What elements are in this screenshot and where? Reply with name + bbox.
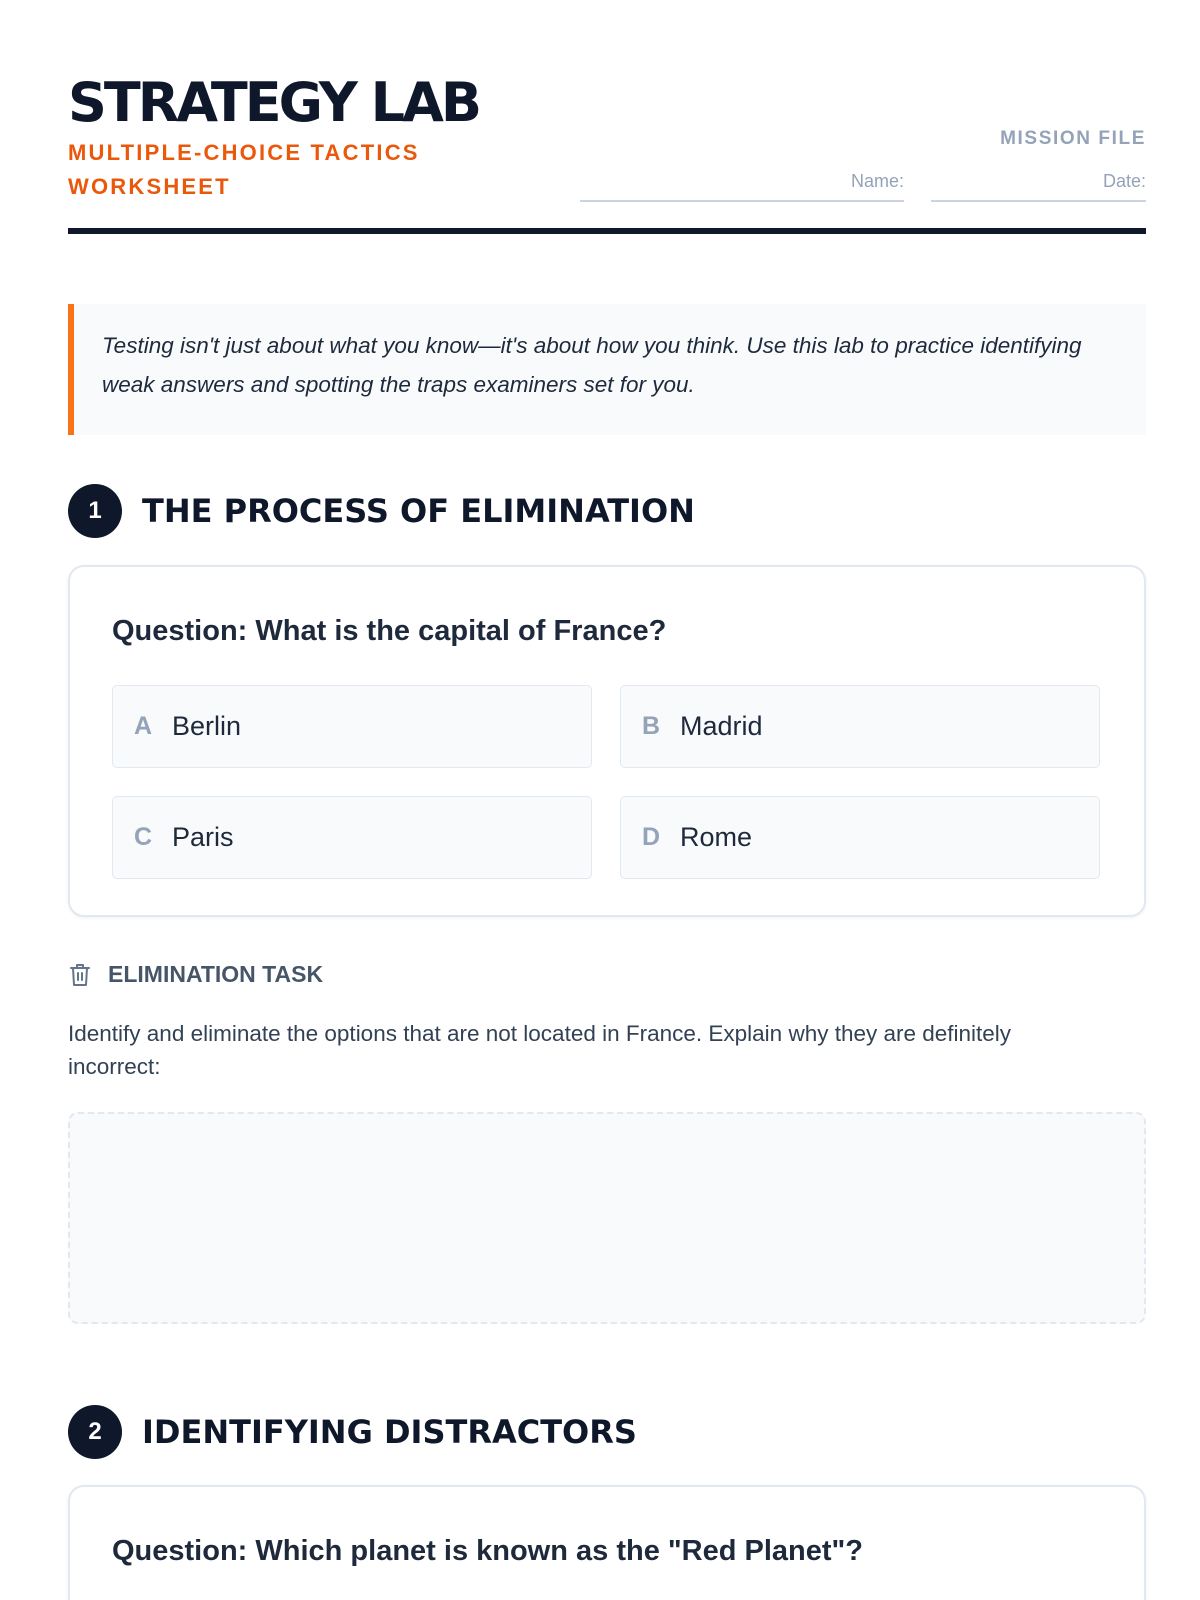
intro-callout bbox=[68, 304, 1146, 435]
option-letter: A bbox=[134, 712, 153, 740]
question-card-1 bbox=[68, 565, 1146, 917]
name-field-label: Name: bbox=[850, 171, 904, 191]
option-a[interactable] bbox=[112, 685, 592, 768]
question-text: Question: What is the capital of France? bbox=[112, 615, 667, 647]
intro-text: Testing isn't just about what you know—it's about how you think. Use this lab to practice identifying weak answers and spotting the traps examiners set for you. bbox=[102, 333, 1082, 397]
section-heading-1 bbox=[68, 484, 1146, 538]
section-number-badge: 1 bbox=[68, 484, 122, 538]
date-field[interactable] bbox=[931, 168, 1146, 202]
answer-area[interactable] bbox=[68, 1112, 1146, 1324]
section-number-badge: 2 bbox=[68, 1405, 122, 1459]
page-subtitle: MULTIPLE-CHOICE TACTICS WORKSHEET bbox=[68, 140, 420, 199]
section-title: IDENTIFYING DISTRACTORS bbox=[142, 1413, 637, 1451]
date-field-label: Date: bbox=[1102, 171, 1146, 191]
mission-file-label: MISSION FILE bbox=[1000, 128, 1146, 149]
page-title: STRATEGY LAB bbox=[68, 71, 480, 134]
trash-icon bbox=[68, 962, 92, 988]
task-instructions: Identify and eliminate the options that are not located in France. Explain why they are definitely incorrect: bbox=[68, 1021, 1012, 1079]
option-letter: C bbox=[134, 823, 153, 851]
name-field[interactable] bbox=[580, 168, 904, 202]
question-card-2 bbox=[68, 1485, 1146, 1600]
section-heading-2 bbox=[68, 1405, 1146, 1459]
option-text: Rome bbox=[680, 822, 753, 852]
option-letter: B bbox=[642, 712, 661, 740]
task-label: ELIMINATION TASK bbox=[108, 961, 324, 987]
option-letter: D bbox=[642, 823, 661, 851]
section-title: THE PROCESS OF ELIMINATION bbox=[142, 492, 695, 530]
option-b[interactable] bbox=[620, 685, 1100, 768]
header-divider bbox=[68, 228, 1146, 234]
option-text: Paris bbox=[172, 822, 234, 852]
worksheet-header bbox=[68, 72, 1146, 234]
option-text: Madrid bbox=[680, 711, 763, 741]
option-d[interactable] bbox=[620, 796, 1100, 879]
option-text: Berlin bbox=[172, 711, 242, 741]
answer-options bbox=[112, 685, 1102, 879]
elimination-task-heading bbox=[68, 958, 568, 990]
question-text: Question: Which planet is known as the "Red Planet"? bbox=[112, 1535, 863, 1567]
option-c[interactable] bbox=[112, 796, 592, 879]
